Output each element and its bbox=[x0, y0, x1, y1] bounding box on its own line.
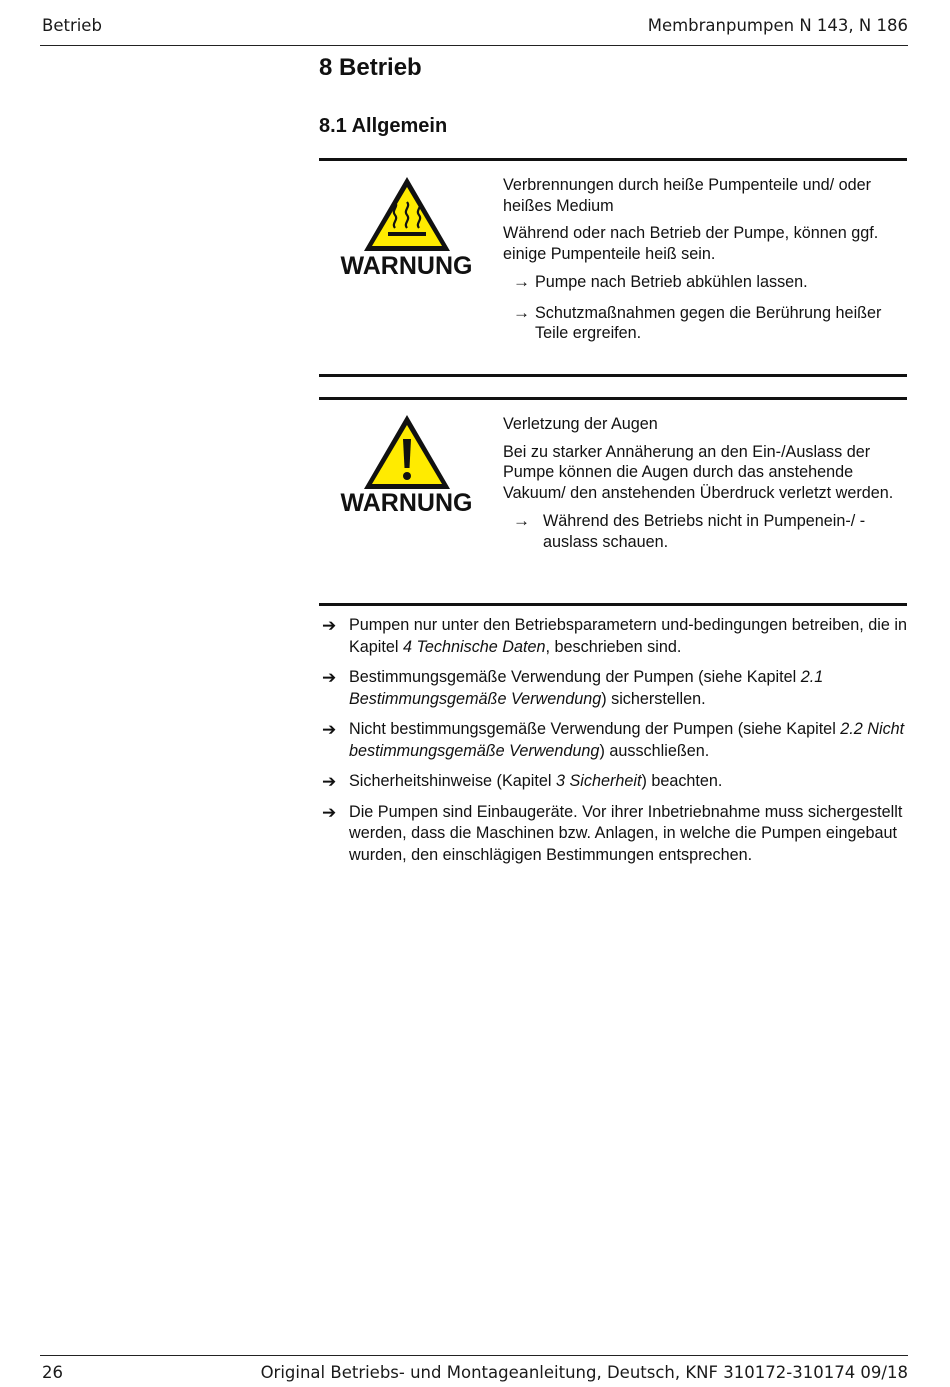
signal-word: WARNUNG bbox=[340, 252, 473, 280]
footer-rule bbox=[40, 1355, 908, 1356]
operation-instructions bbox=[322, 615, 910, 875]
page-number: 26 bbox=[42, 1363, 63, 1382]
step-text: Während des Betriebs nicht in Pumpenein-/ -auslass schauen. bbox=[543, 512, 866, 551]
instruction-text: Bestimmungsgemäße Verwendung der Pumpen (siehe Kapitel 2.1 Bestimmungsgemäße Verwendung) sicherstellen. bbox=[349, 668, 824, 708]
list-item bbox=[322, 802, 910, 867]
header-product-label: Membranpumpen N 143, N 186 bbox=[647, 16, 908, 35]
hot-surface-icon bbox=[362, 175, 452, 253]
step-text: Schutzmaßnahmen gegen die Berührung heißer Teile ergreifen. bbox=[535, 303, 882, 342]
arrow-icon: → bbox=[513, 511, 530, 530]
instruction-text: Pumpen nur unter den Betriebsparametern und-bedingungen betreiben, die in Kapitel 4 Technische Daten, beschrieben sind. bbox=[349, 616, 907, 656]
arrow-icon: ➔ bbox=[322, 616, 337, 635]
warning-body: Während oder nach Betrieb der Pumpe, können ggf. einige Pumpenteile heiß sein. bbox=[503, 224, 879, 263]
list-item bbox=[322, 667, 910, 710]
step-text: Pumpe nach Betrieb abkühlen lassen. bbox=[535, 273, 808, 291]
list-item bbox=[503, 303, 895, 344]
warning-body: Bei zu starker Annäherung an den Ein-/Auslass der Pumpe können die Augen durch das anstehende Vakuum/ den anstehenden Überdruck verletzt werden. bbox=[503, 442, 894, 502]
section-title: 8.1 Allgemein bbox=[319, 115, 448, 137]
warning-top-rule bbox=[319, 158, 907, 161]
exclamation-icon bbox=[362, 413, 452, 491]
chapter-title: 8 Betrieb bbox=[319, 54, 422, 81]
arrow-icon: ➔ bbox=[322, 720, 337, 739]
instruction-text: Nicht bestimmungsgemäße Verwendung der Pumpen (siehe Kapitel 2.2 Nicht bestimmungsgemäße Verwendung) ausschließen. bbox=[349, 720, 905, 760]
arrow-icon: → bbox=[513, 272, 530, 291]
warning-title: Verletzung der Augen bbox=[503, 415, 658, 433]
header-section-label: Betrieb bbox=[42, 16, 102, 35]
warning-text bbox=[503, 175, 895, 354]
warning-text bbox=[503, 414, 895, 562]
list-item bbox=[503, 272, 895, 293]
warning-bottom-rule bbox=[319, 374, 907, 377]
header-rule bbox=[40, 45, 908, 46]
list-item bbox=[503, 511, 895, 552]
arrow-icon: ➔ bbox=[322, 668, 337, 687]
instruction-text: Sicherheitshinweise (Kapitel 3 Sicherheit) beachten. bbox=[349, 772, 723, 790]
arrow-icon: → bbox=[513, 302, 530, 322]
list-item bbox=[322, 615, 910, 658]
list-item bbox=[322, 719, 910, 762]
page-footer bbox=[42, 1363, 908, 1382]
arrow-icon: ➔ bbox=[322, 802, 337, 822]
warning-title: Verbrennungen durch heiße Pumpenteile und/ oder heißes Medium bbox=[503, 176, 872, 215]
warning-top-rule bbox=[319, 397, 907, 400]
instruction-text: Die Pumpen sind Einbaugeräte. Vor ihrer Inbetriebnahme muss sichergestellt werden, dass die Maschinen bzw. Anlagen, in welche die Pumpen eingebaut wurden, den einschlägigen Bestimmungen entsprechen. bbox=[349, 802, 903, 864]
footer-document-label: Original Betriebs- und Montageanleitung, Deutsch, KNF 310172-310174 09/18 bbox=[260, 1363, 908, 1382]
arrow-icon: ➔ bbox=[322, 772, 337, 791]
warning-bottom-rule bbox=[319, 603, 907, 606]
page-header bbox=[42, 16, 908, 35]
signal-word: WARNUNG bbox=[340, 489, 473, 517]
list-item bbox=[322, 771, 910, 793]
